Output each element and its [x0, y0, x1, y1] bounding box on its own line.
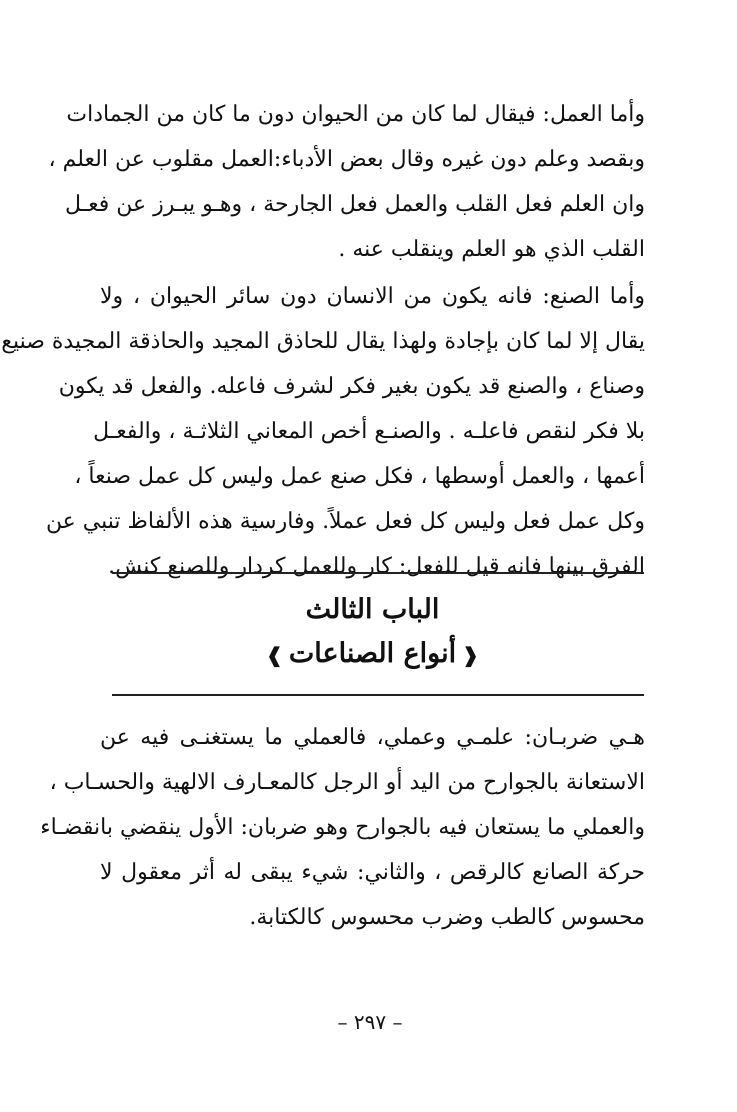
text-line: القلب الذي هو العلم وينقلب عنه .	[338, 237, 645, 262]
text-line: وكل عمل فعل وليس كل فعل عملاً. وفارسية هذه الألفاظ تنبي عن	[45, 509, 645, 534]
chapter-label: الباب الثالث	[305, 594, 440, 625]
paragraph-work	[48, 92, 645, 272]
text-line: وأما العمل: فيقال لما كان من الحيوان دون ما كان من الجمادات	[66, 102, 645, 127]
text-line: وبقصد وعلم دون غيره وقال بعض الأدباء:العمل مقلوب عن العلم ،	[48, 147, 645, 172]
chapter-title-row	[100, 630, 645, 678]
text-line: وان العلم فعل القلب والعمل فعل الجارحة ، وهـو يبـرز عن فعـل	[65, 192, 645, 217]
paragraph-craft	[1, 274, 645, 589]
text-line: بلا فكر لنقص فاعلـه . والصنـع أخص المعاني الثلاثـة ، والفعـل	[93, 419, 645, 444]
ornament-bracket-right-icon: ❰	[462, 642, 479, 667]
text-line: محسوس كالطب وضرب محسوس كالكتابة.	[249, 905, 645, 930]
ornament-bracket-left-icon: ❱	[266, 642, 283, 667]
text-line: وصناع ، والصنع قد يكون بغير فكر لشرف فاعله. والفعل قد يكون	[58, 374, 645, 399]
page-number: – ٢٩٧ –	[337, 1010, 403, 1034]
text-line: هـي ضربـان: علمـي وعملي، فالعملي ما يستغنـى فيه عن	[100, 725, 645, 750]
chapter-title: أنواع الصناعات	[288, 638, 457, 669]
text-line: الفرق بينها فانه قيل للفعل: كار وللعمل كردار وللصنع كنش.	[108, 554, 645, 579]
text-line: والعملي ما يستعان فيه بالجوارح وهو ضربان: الأول ينقضي بانقضـاء	[40, 815, 645, 840]
divider-top	[112, 572, 644, 574]
divider-bottom	[112, 694, 644, 696]
text-line: حركة الصانع كالرقص ، والثاني: شيء يبقى له أثر معقول لا	[100, 860, 645, 885]
paragraph-types	[40, 715, 645, 940]
text-line: وأما الصنع: فانه يكون من الانسان دون سائر الحيوان ، ولا	[100, 284, 645, 309]
text-line: أعمها ، والعمل أوسطها ، فكل صنع عمل وليس كل عمل صنعاً ،	[74, 464, 645, 489]
text-line: الاستعانة بالجوارح من اليد أو الرجل كالمعـارف الالهية والحسـاب ،	[49, 770, 645, 795]
text-line: يقال إلا لما كان بإجادة ولهذا يقال للحاذق المجيد والحاذقة المجيدة صنيع	[1, 329, 645, 354]
